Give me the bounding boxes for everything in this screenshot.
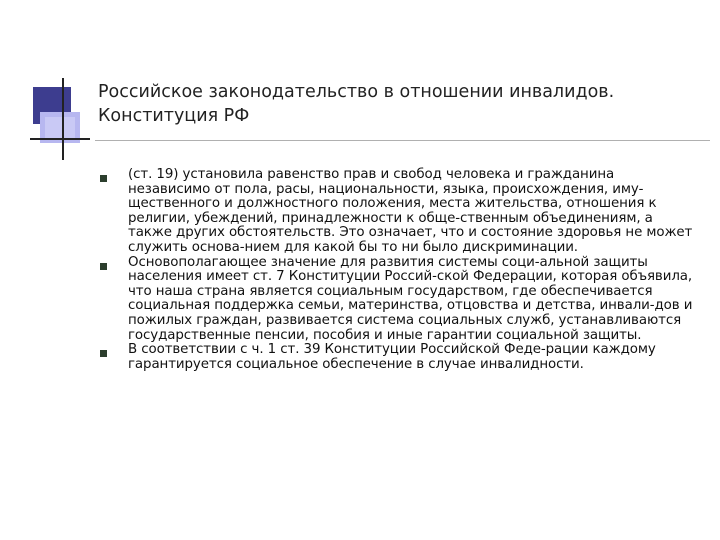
bullet-list	[98, 168, 698, 372]
slide-title	[98, 80, 698, 128]
square-bullet-icon	[100, 175, 107, 182]
title-underline	[95, 140, 710, 141]
bullet-item	[98, 343, 698, 372]
bullet-text: Основополагающее значение для развития системы соци-альной защиты населения имеет ст. 7 Конституции Россий-ской Федерации, которая объявила, что наша страна является социальным государством, где обеспечивается социальная поддержка семьи, материнства, отцовства и детства, инвали-дов и пожилых граждан, развивается система социальных служб, устанавливаются государственные пенсии, пособия и иные гарантии социальной защиты.	[128, 254, 693, 343]
bullet-text: В соответствии с ч. 1 ст. 39 Конституции Российской Феде-рации каждому гарантируется социальное обеспечение в случае инвалидности.	[128, 342, 656, 372]
slide-title-line-2: Конституция РФ	[98, 106, 250, 126]
bullet-item	[98, 256, 698, 344]
square-bullet-icon	[100, 350, 107, 357]
slide-title-line-1: Российское законодательство в отношении инвалидов.	[98, 82, 615, 102]
decorative-square-light-inner	[45, 117, 75, 139]
square-bullet-icon	[100, 263, 107, 270]
bullet-text: (ст. 19) установила равенство прав и свобод человека и гражданина независимо от пола, расы, национальности, языка, происхождения, иму-щественного и должностного положения, места жительства, отношения к религии, убеждений, принадлежности к обще-ственным объединениям, а также других обстоятельств. Это означает, что и состояние здоровья не может служить основа-нием для какой бы то ни было дискриминации.	[128, 167, 693, 255]
bullet-item	[98, 168, 698, 256]
decorative-vertical-line	[62, 78, 64, 160]
decorative-horizontal-line	[30, 138, 90, 140]
